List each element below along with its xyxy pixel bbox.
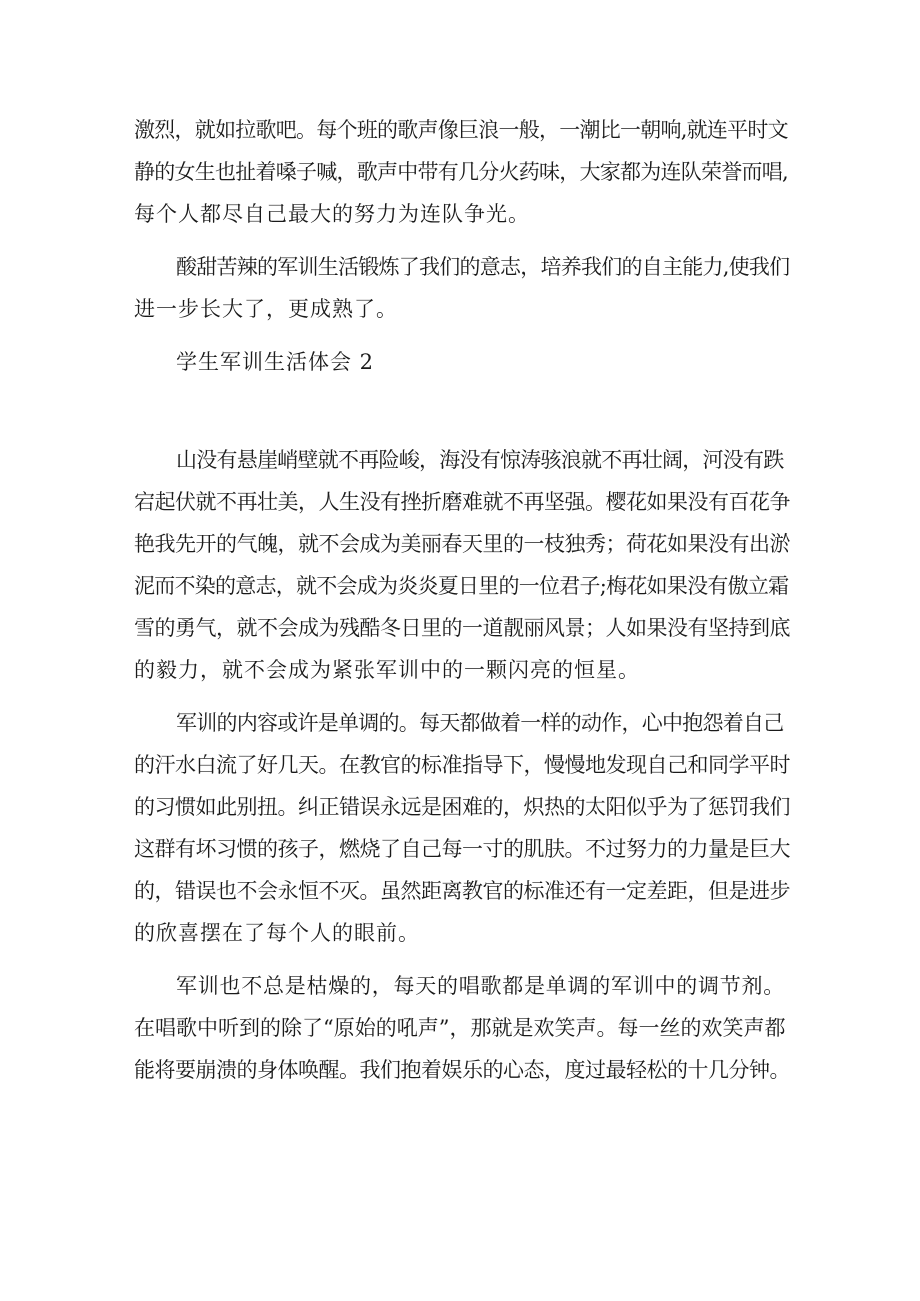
text-line: 这群有坏习惯的孩子，燃烧了自己每一寸的肌肤。不过努力的力量是巨大 [134, 837, 790, 861]
text-line: 泥而不染的意志，就不会成为炎炎夏日里的一位君子;梅花如果没有傲立霜 [134, 574, 789, 598]
text-line: 军训的内容或许是单调的。每天都做着一样的动作，心中抱怨着自己 [176, 711, 784, 735]
text-line: 酸甜苦辣的军训生活锻炼了我们的意志，培养我们的自主能力,使我们 [176, 255, 790, 279]
text-line: 激烈，就如拉歌吧。每个班的歌声像巨浪一般，一潮比一朝响,就连平时文 [134, 118, 788, 142]
text-line: 的欣喜摆在了每个人的眼前。 [134, 921, 420, 945]
text-line: 雪的勇气，就不会成为残酷冬日里的一道靓丽风景；人如果没有坚持到底 [134, 616, 790, 640]
text-line: 能将要崩溃的身体唤醒。我们抱着娱乐的心态，度过最轻松的十几分钟。 [134, 1058, 790, 1082]
text-line: 的，错误也不会永恒不灭。虽然距离教官的标准还有一定差距，但是进步 [134, 879, 790, 903]
section-heading: 学生军训生活体会 2 [176, 350, 375, 374]
text-line: 进一步长大了，更成熟了。 [134, 297, 398, 321]
text-line: 的习惯如此别扭。纠正错误永远是困难的，炽热的太阳似乎为了惩罚我们 [134, 795, 790, 819]
text-line: 的汗水白流了好几天。在教官的标准指导下，慢慢地发现自己和同学平时 [134, 753, 790, 777]
text-line: 山没有悬崖峭壁就不再险峻，海没有惊涛骇浪就不再壮阔，河没有跌 [176, 448, 784, 472]
text-line: 宕起伏就不再壮美，人生没有挫折磨难就不再坚强。樱花如果没有百花争 [134, 490, 790, 514]
text-line: 的毅力，就不会成为紧张军训中的一颗闪亮的恒星。 [134, 658, 640, 682]
text-line: 每个人都尽自己最大的努力为连队争光。 [134, 202, 530, 226]
text-line: 静的女生也扯着嗓子喊，歌声中带有几分火药味，大家都为连队荣誉而唱, [134, 160, 788, 184]
text-line: 军训也不总是枯燥的，每天的唱歌都是单调的军训中的调节剂。 [176, 974, 785, 998]
text-line: 艳我先开的气魄，就不会成为美丽春天里的一枝独秀；荷花如果没有出淤 [134, 532, 790, 556]
text-line: 在唱歌中听到的除了“原始的吼声”，那就是欢笑声。每一丝的欢笑声都 [134, 1016, 786, 1040]
